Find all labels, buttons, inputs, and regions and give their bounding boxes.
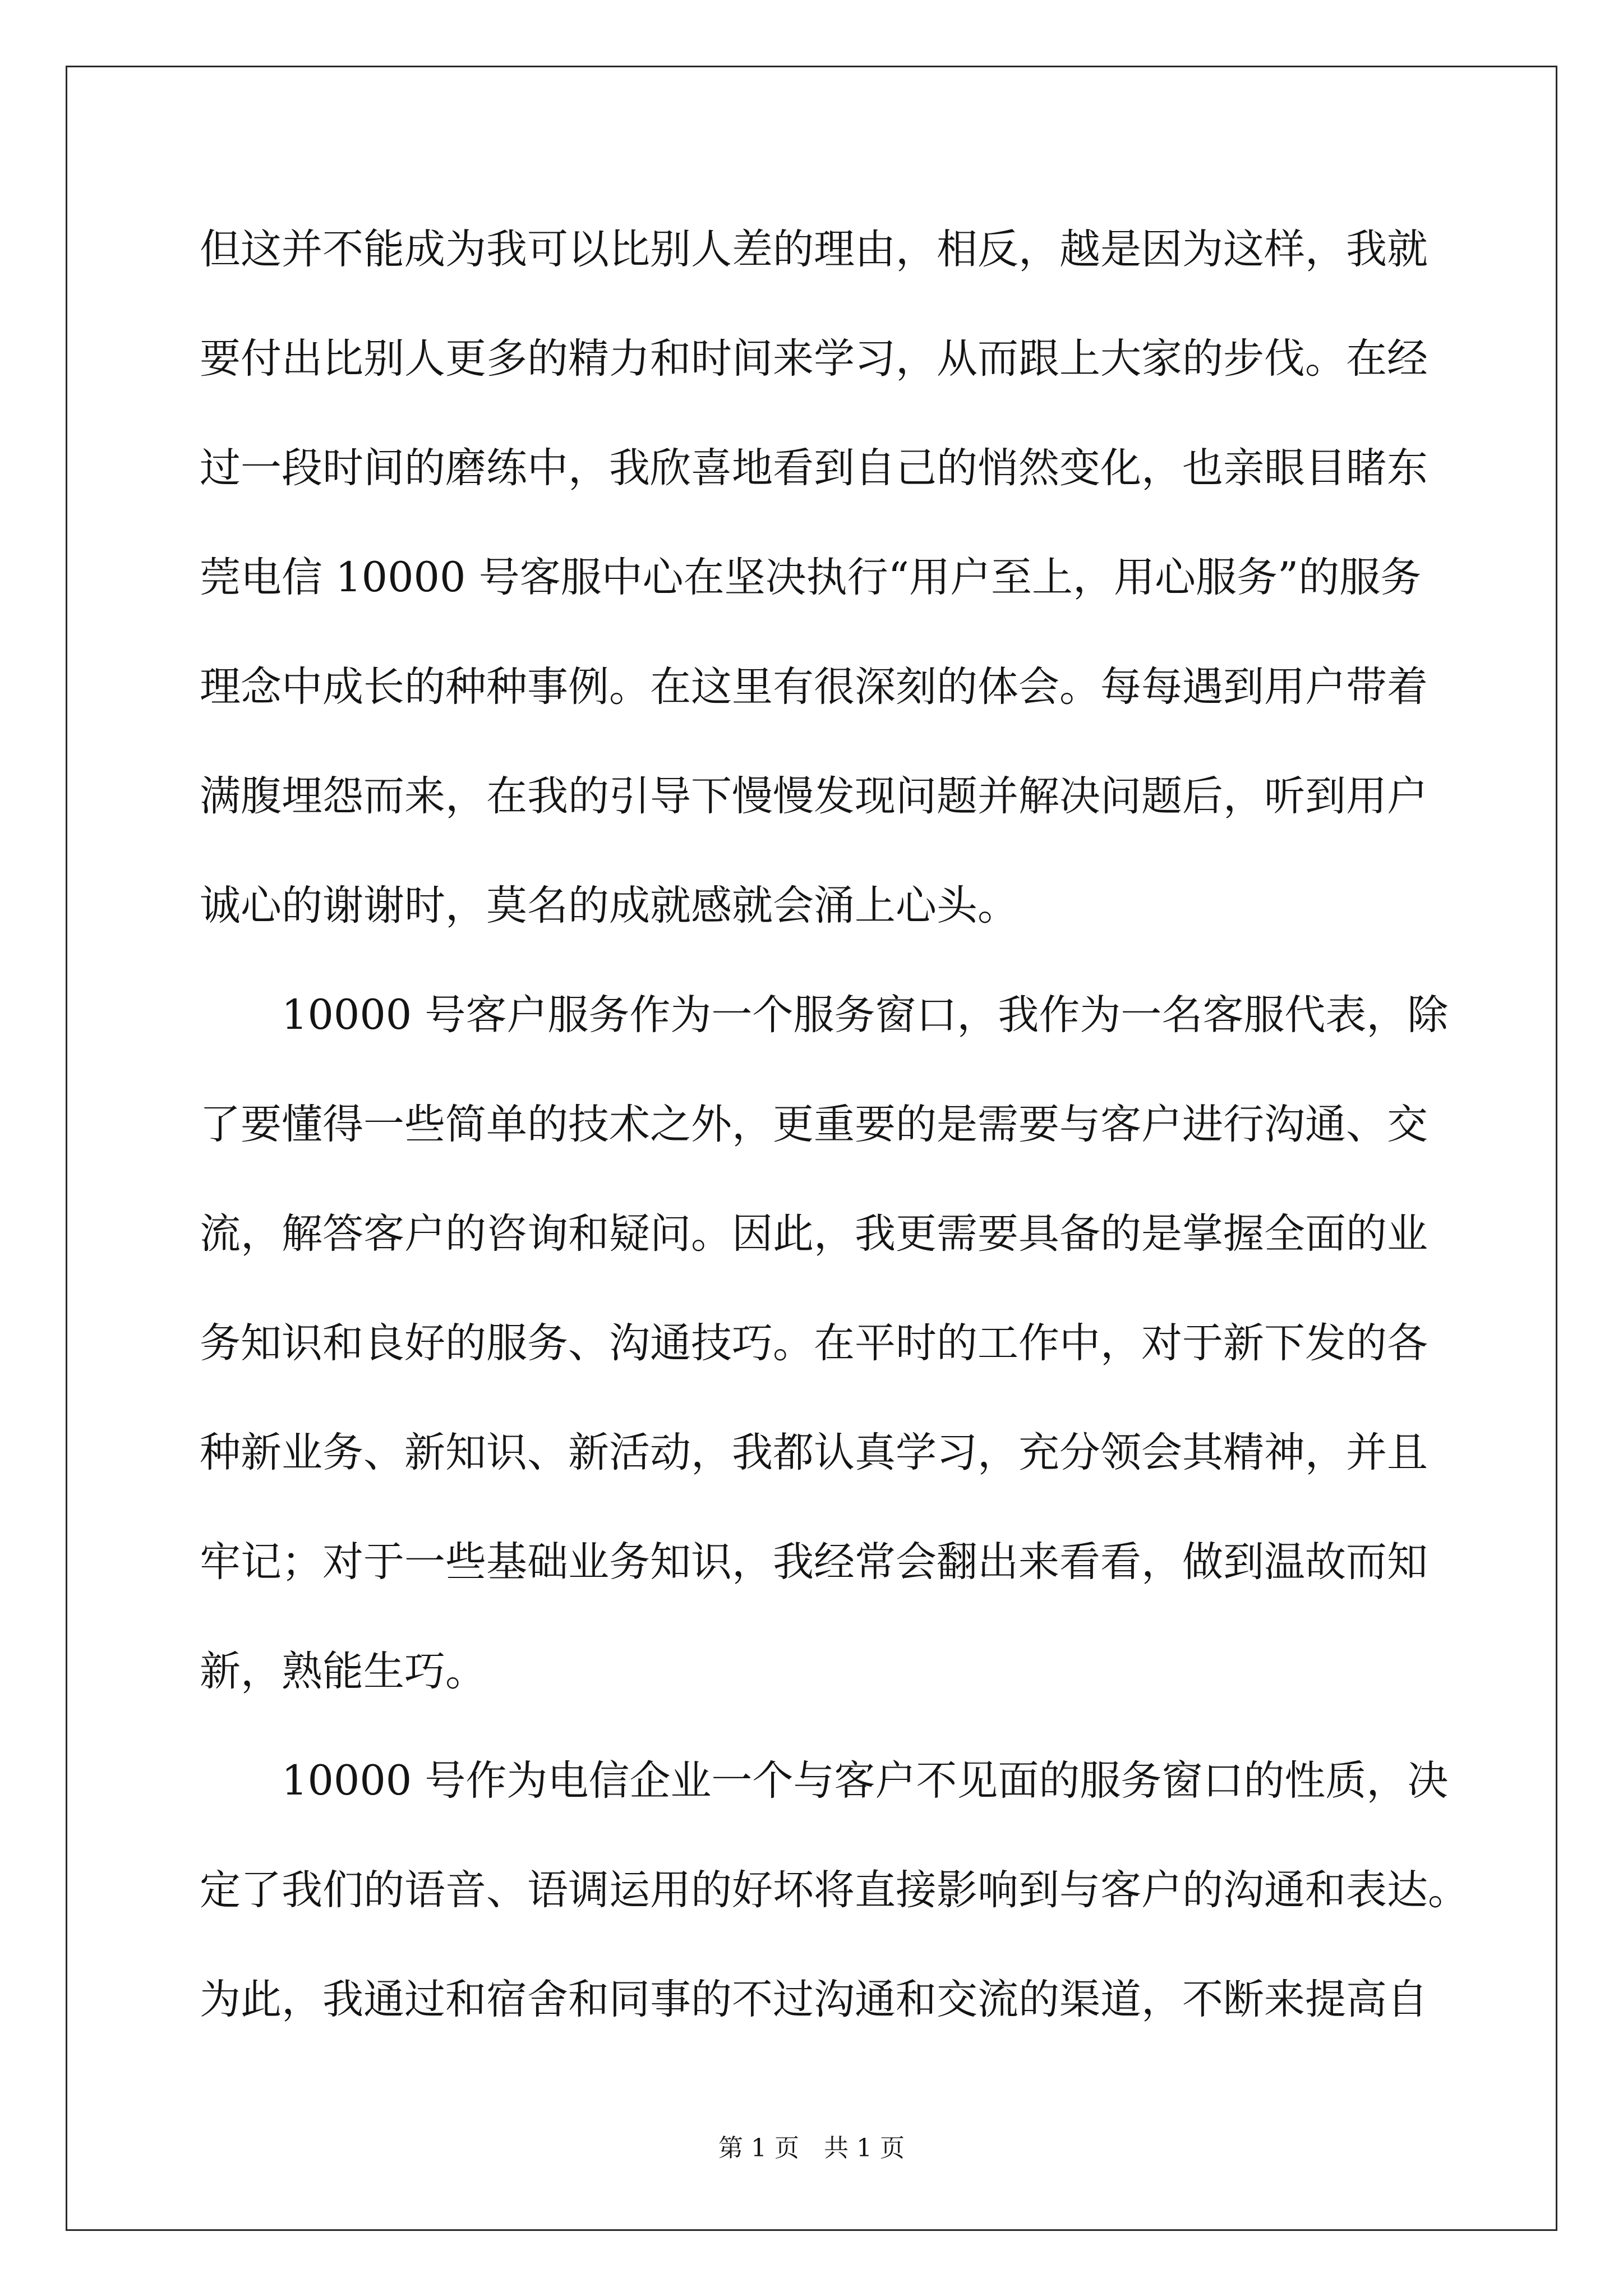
text-line: 理念中成长的种种事例。在这里有很深刻的体会。每每遇到用户带着 (200, 663, 1428, 711)
text-line: 种新业务、新知识、新活动，我都认真学习，充分领会其精神，并且 (200, 1429, 1428, 1476)
text-line: 过一段时间的磨练中，我欣喜地看到自己的悄然变化，也亲眼目睹东 (200, 444, 1428, 492)
text-line: 新，熟能生巧。 (200, 1648, 486, 1695)
page-footer: 第 1 页 共 1 页 (718, 2134, 905, 2162)
text-line: 了要懂得一些简单的技术之外，更重要的是需要与客户进行沟通、交 (200, 1101, 1428, 1148)
paragraph-start-line: 10000 号作为电信企业一个与客户不见面的服务窗口的性质，决 (282, 1757, 1449, 1805)
text-line: 诚心的谢谢时，莫名的成就感就会涌上心头。 (200, 882, 1018, 930)
text-line: 为此，我通过和宿舍和同事的不过沟通和交流的渠道，不断来提高自 (200, 1976, 1428, 2023)
text-line: 满腹埋怨而来，在我的引导下慢慢发现问题并解决问题后，听到用户 (200, 772, 1428, 820)
text-line: 务知识和良好的服务、沟通技巧。在平时的工作中，对于新下发的各 (200, 1319, 1428, 1367)
text-line: 但这并不能成为我可以比别人差的理由，相反，越是因为这样，我就 (200, 226, 1428, 273)
text-line: 流，解答客户的咨询和疑问。因此，我更需要具备的是掌握全面的业 (200, 1210, 1428, 1258)
text-line: 牢记；对于一些基础业务知识，我经常会翻出来看看，做到温故而知 (200, 1538, 1428, 1586)
text-line: 莞电信 10000 号客服中心在坚决执行“用户至上，用心服务”的服务 (200, 554, 1422, 601)
text-line: 要付出比别人更多的精力和时间来学习，从而跟上大家的步伐。在经 (200, 335, 1428, 383)
paragraph-start-line: 10000 号客户服务作为一个服务窗口，我作为一名客服代表，除 (282, 991, 1449, 1039)
text-line: 定了我们的语音、语调运用的好坏将直接影响到与客户的沟通和表达。 (200, 1866, 1469, 1914)
